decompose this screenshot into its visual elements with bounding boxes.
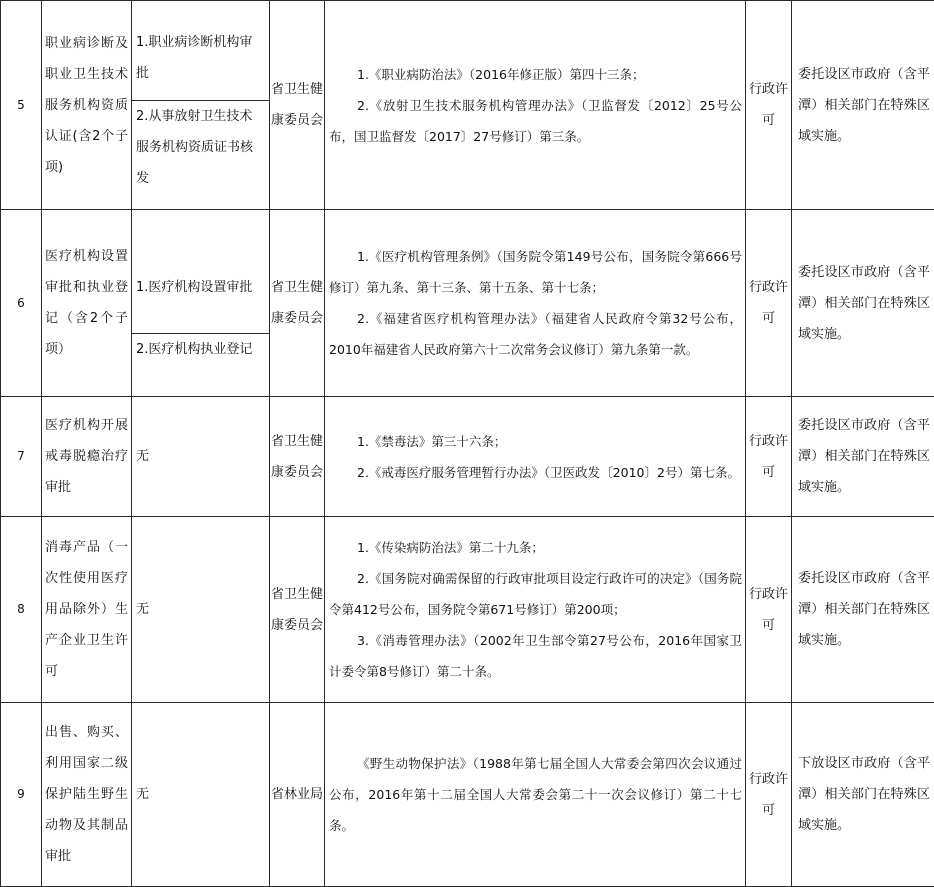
subitems-cell [132,210,270,397]
item-name: 消毒产品（一次性使用医疗用品除外）生产企业卫生许可 [42,517,132,703]
legal-basis [325,1,746,210]
row-number: 8 [1,517,42,703]
table-row [1,1,934,210]
item-name: 医疗机构开展戒毒脱瘾治疗审批 [42,397,132,517]
department: 省卫生健康委员会 [270,210,325,397]
subitem: 无 [132,602,149,617]
subitem: 2.从事放射卫生技术服务机构资质证书核发 [132,100,269,194]
row-number: 6 [1,210,42,397]
basis-line: 2.《戒毒医疗服务管理暂行办法》（卫医政发〔2010〕2号）第七条。 [329,457,742,488]
subitem: 1.职业病诊断机构审批 [132,16,269,100]
basis-line: 《野生动物保护法》（1988年第七届全国人大常委会第四次会议通过公布，2016年第十二届全国人大常委会第二十一次会议修订）第二十七条。 [329,748,742,841]
item-name: 出售、购买、利用国家二级保护陆生野生动物及其制品审批 [42,703,132,887]
basis-line: 1.《职业病防治法》（2016年修正版）第四十三条； [329,59,742,90]
table-row [1,397,934,517]
department: 省林业局 [270,703,325,887]
department: 省卫生健康委员会 [270,1,325,210]
basis-line: 2.《放射卫生技术服务机构管理办法》（卫监督发〔2012〕25号公布，国卫监督发〔2017〕27号修订）第三条。 [329,90,742,152]
subitem: 无 [132,787,149,802]
subitems-cell [132,703,270,887]
subitems-cell [132,397,270,517]
legal-basis [325,703,746,887]
implementation-mode: 委托设区市政府（含平潭）相关部门在特殊区域实施。 [792,210,934,397]
implementation-mode: 委托设区市政府（含平潭）相关部门在特殊区域实施。 [792,397,934,517]
implementation-mode: 委托设区市政府（含平潭）相关部门在特殊区域实施。 [792,1,934,210]
legal-basis [325,210,746,397]
subitem: 1.医疗机构设置审批 [132,242,269,333]
subitems-cell [132,1,270,210]
approval-category: 行政许可 [746,517,792,703]
basis-line: 1.《医疗机构管理条例》（国务院令第149号公布，国务院令第666号修订）第九条、第十三条、第十五条、第十七条； [329,241,742,303]
item-name: 职业病诊断及职业卫生技术服务机构资质认证(含2个子项) [42,1,132,210]
subitem: 2.医疗机构执业登记 [132,333,269,365]
subitem: 无 [132,449,149,464]
implementation-mode: 委托设区市政府（含平潭）相关部门在特殊区域实施。 [792,517,934,703]
approval-category: 行政许可 [746,210,792,397]
department: 省卫生健康委员会 [270,397,325,517]
legal-basis [325,397,746,517]
basis-line: 1.《禁毒法》第三十六条； [329,426,742,457]
department: 省卫生健康委员会 [270,517,325,703]
row-number: 9 [1,703,42,887]
basis-line: 3.《消毒管理办法》（2002年卫生部令第27号公布，2016年国家卫计委令第8号修订）第二十条。 [329,625,742,687]
basis-line: 2.《国务院对确需保留的行政审批项目设定行政许可的决定》（国务院令第412号公布，国务院令第671号修订）第200项； [329,563,742,625]
row-number: 5 [1,1,42,210]
table-row [1,210,934,397]
approval-category: 行政许可 [746,1,792,210]
item-name: 医疗机构设置审批和执业登记（含2个子项） [42,210,132,397]
table-row [1,703,934,887]
basis-line: 2.《福建省医疗机构管理办法》（福建省人民政府令第32号公布，2010年福建省人民政府第六十二次常务会议修订）第九条第一款。 [329,303,742,365]
table-row [1,517,934,703]
row-number: 7 [1,397,42,517]
approval-category: 行政许可 [746,397,792,517]
subitems-cell [132,517,270,703]
legal-basis [325,517,746,703]
basis-line: 1.《传染病防治法》第二十九条； [329,532,742,563]
approval-category: 行政许可 [746,703,792,887]
implementation-mode: 下放设区市政府（含平潭）相关部门在特殊区域实施。 [792,703,934,887]
